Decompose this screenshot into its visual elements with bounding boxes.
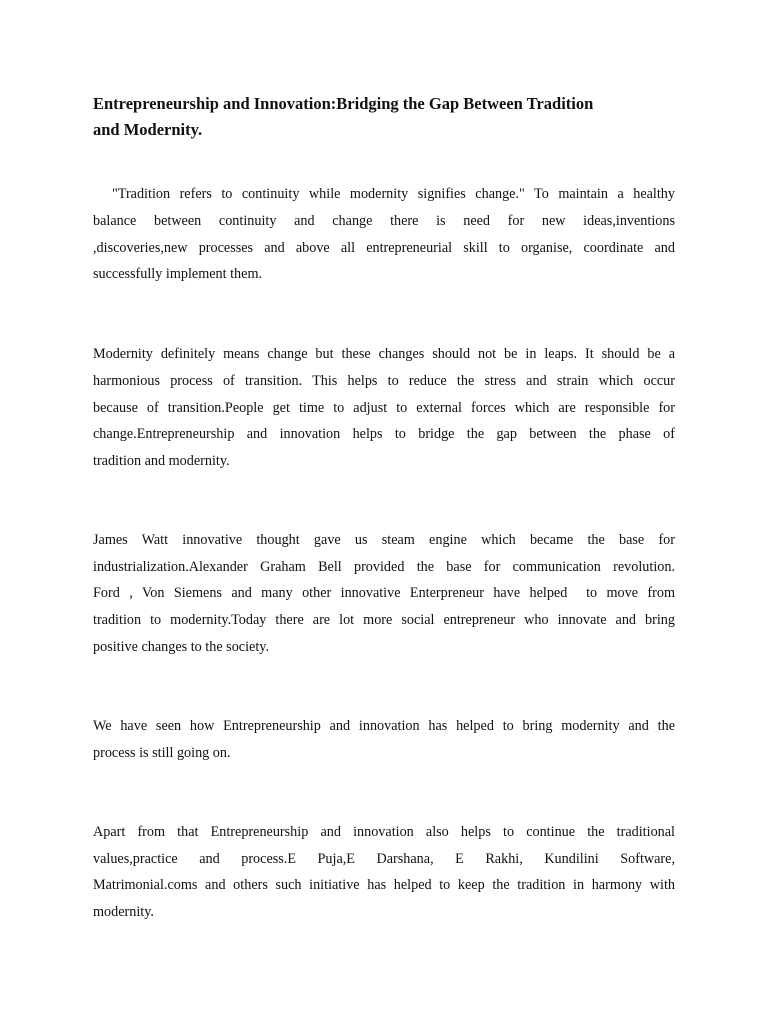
- paragraph-line: Apart from that Entrepreneurship and innovation also helps to continue the traditional: [93, 824, 675, 840]
- paragraph-line: harmonious process of transition. This helps to reduce the stress and strain which occur: [93, 373, 675, 389]
- document-title-line-2: and Modernity.: [93, 120, 203, 139]
- paragraph-line: modernity.: [93, 904, 154, 920]
- paragraph-line: balance between continuity and change there is need for new ideas,inventions: [93, 213, 675, 229]
- paragraph-line: "Tradition refers to continuity while modernity signifies change." To maintain a healthy: [93, 186, 675, 202]
- paragraph-line: tradition to modernity.Today there are lot more social entrepreneur who innovate and bring: [93, 612, 675, 628]
- paragraph-line: values,practice and process.E Puja,E Darshana, E Rakhi, Kundilini Software,: [93, 851, 675, 867]
- paragraph-line: ,discoveries,new processes and above all entrepreneurial skill to organise, coordinate and: [93, 240, 675, 256]
- paragraph-line: successfully implement them.: [93, 266, 263, 282]
- paragraph-line: industrialization.Alexander Graham Bell provided the base for communication revolution.: [93, 559, 675, 575]
- paragraph-line: tradition and modernity.: [93, 453, 230, 469]
- paragraph-line: because of transition.People get time to adjust to external forces which are responsible for: [93, 400, 675, 416]
- paragraph-line: Matrimonial.coms and others such initiative has helped to keep the tradition in harmony with: [93, 877, 675, 893]
- paragraph-line: process is still going on.: [93, 745, 231, 761]
- paragraph-line: Ford , Von Siemens and many other innovative Enterpreneur have helped to move from: [93, 585, 675, 601]
- paragraph-line: Modernity definitely means change but these changes should not be in leaps. It should be a: [93, 346, 675, 362]
- paragraph-line: positive changes to the society.: [93, 639, 269, 655]
- paragraph-line: We have seen how Entrepreneurship and innovation has helped to bring modernity and the: [93, 718, 675, 734]
- document-title-line-1: Entrepreneurship and Innovation:Bridging the Gap Between Tradition: [93, 94, 594, 113]
- paragraph-line: change.Entrepreneurship and innovation helps to bridge the gap between the phase of: [93, 426, 675, 442]
- paragraph-line: James Watt innovative thought gave us steam engine which became the base for: [93, 532, 675, 548]
